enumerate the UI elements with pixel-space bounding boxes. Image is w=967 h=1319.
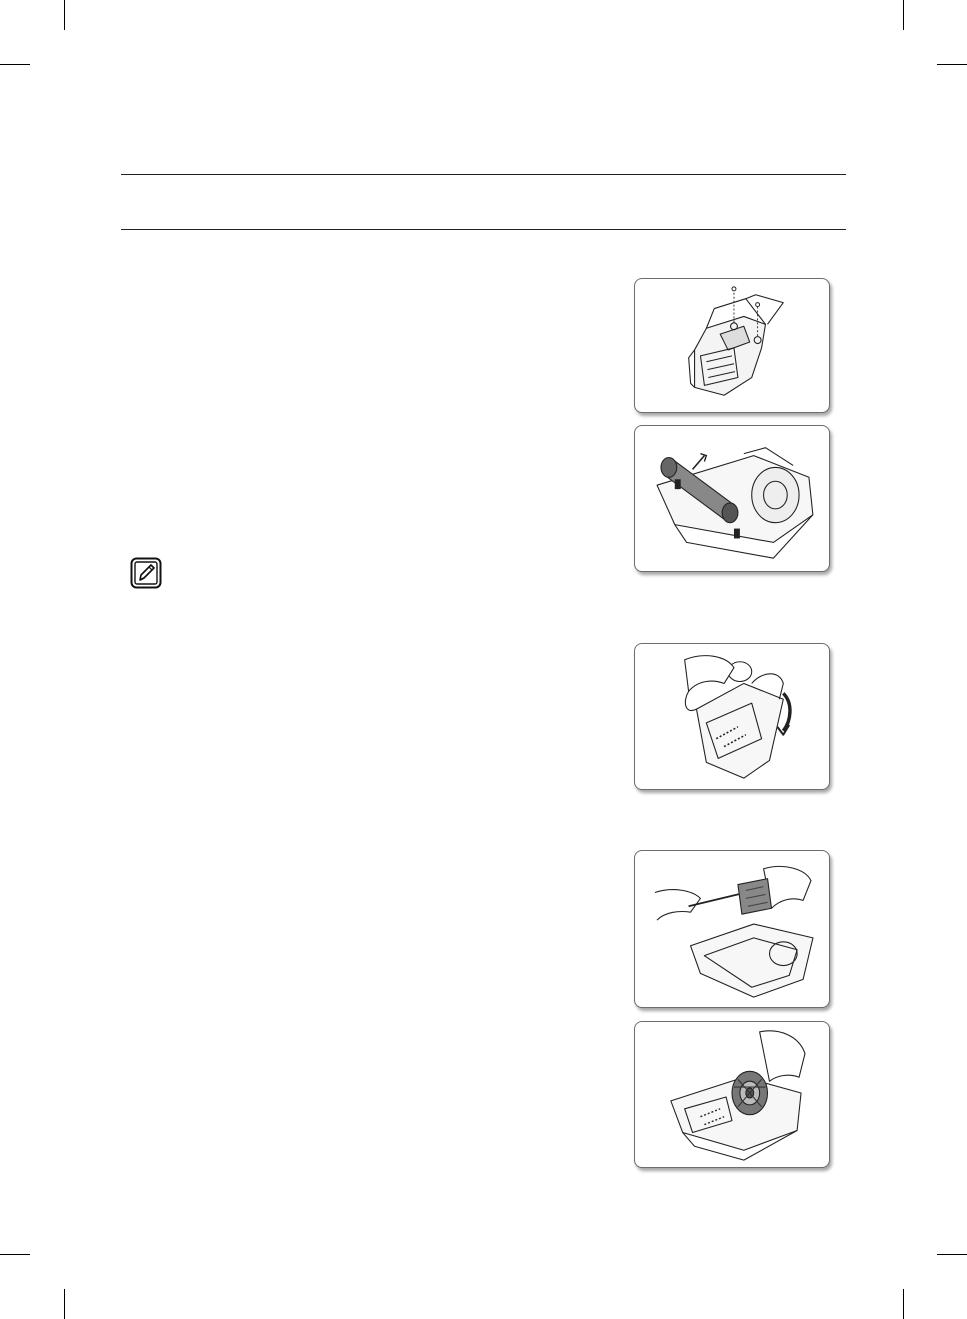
crop-mark-bottom-left-v: [64, 1289, 65, 1319]
crop-mark-bottom-left-h: [0, 1254, 30, 1255]
crop-mark-bottom-right-v: [903, 1289, 904, 1319]
figure-brush-head-screws: [634, 278, 830, 413]
figure-brush-roller: [634, 425, 830, 572]
crop-mark-top-right-h: [937, 64, 967, 65]
figure-cleaning-inside: [634, 850, 830, 1008]
crop-mark-top-left-h: [0, 64, 30, 65]
figure-opening-cover: [634, 643, 830, 790]
crop-mark-bottom-right-h: [937, 1254, 967, 1255]
pencil-note-icon: [130, 557, 162, 589]
header-rule-top: [121, 174, 846, 175]
header-rule-bottom: [121, 229, 846, 230]
figure-turbine-wheel: [634, 1021, 830, 1168]
crop-mark-top-right-v: [903, 0, 904, 30]
crop-mark-top-left-v: [64, 0, 65, 30]
